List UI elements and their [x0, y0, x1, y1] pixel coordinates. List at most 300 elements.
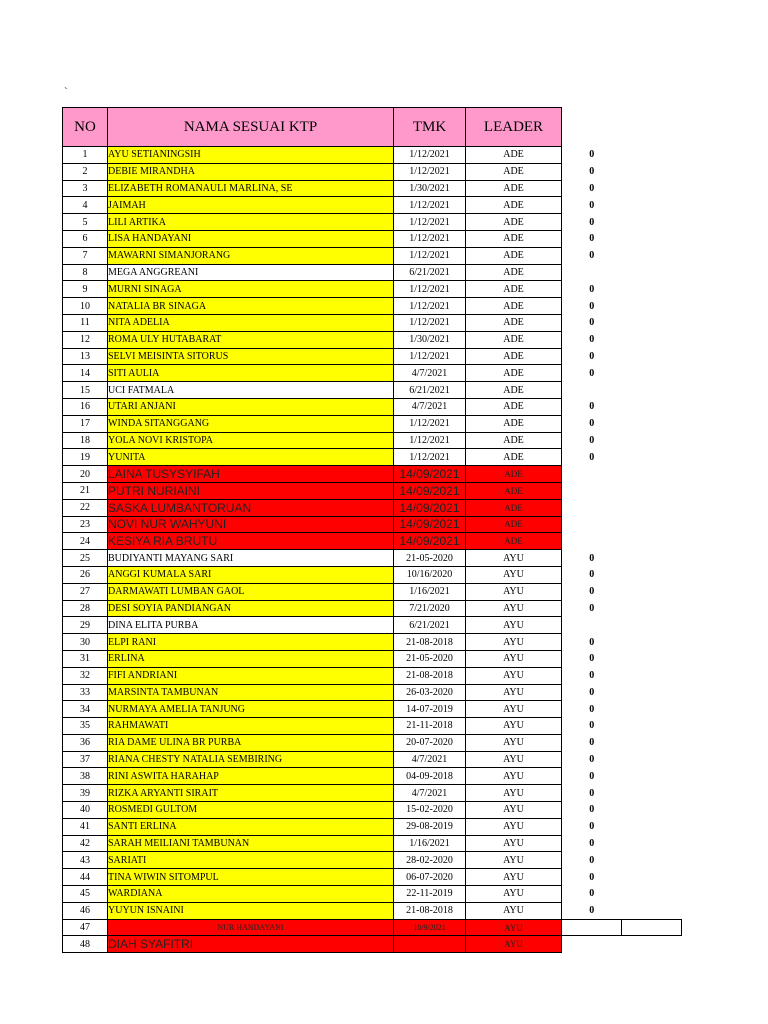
row-number: 18 [63, 432, 108, 449]
row-blank-cell [622, 466, 682, 483]
row-number: 23 [63, 516, 108, 533]
row-number: 10 [63, 298, 108, 315]
row-tmk: 06-07-2020 [394, 869, 466, 886]
row-tmk: 10/16/2020 [394, 566, 466, 583]
row-leader: AYU [466, 684, 562, 701]
row-extra-value: 0 [589, 888, 595, 900]
row-leader: ADE [466, 415, 562, 432]
row-leader: AYU [466, 600, 562, 617]
table-row [63, 466, 682, 483]
row-extra-value: 0 [589, 233, 595, 245]
row-leader: ADE [466, 197, 562, 214]
row-blank-cell [622, 835, 682, 852]
row-number: 20 [63, 466, 108, 483]
row-leader: ADE [466, 466, 562, 483]
row-tmk: 20-07-2020 [394, 734, 466, 751]
row-name: FIFI ANDRIANI [108, 667, 394, 684]
row-extra-value: 0 [589, 216, 595, 228]
row-tmk: 10/9/2021 [394, 919, 466, 936]
row-extra-value: 0 [589, 636, 595, 648]
row-leader: ADE [466, 449, 562, 466]
row-blank-cell [622, 650, 682, 667]
table-row [63, 701, 682, 718]
row-name: SELVI MEISINTA SITORUS [108, 348, 394, 365]
header-tmk: TMK [394, 108, 466, 147]
row-blank-cell [622, 583, 682, 600]
row-name: LISA HANDAYANI [108, 230, 394, 247]
row-blank-cell [622, 718, 682, 735]
row-tmk: 29-08-2019 [394, 818, 466, 835]
row-name: ELIZABETH ROMANAULI MARLINA, SE [108, 180, 394, 197]
row-leader: ADE [466, 163, 562, 180]
row-number: 38 [63, 768, 108, 785]
row-blank-cell [622, 382, 682, 399]
row-tmk: 1/12/2021 [394, 230, 466, 247]
row-extra-value: 0 [589, 451, 595, 463]
row-extra-value: 0 [589, 350, 595, 362]
row-name: ERLINA [108, 650, 394, 667]
row-leader: AYU [466, 718, 562, 735]
row-name: DARMAWATI LUMBAN GAOL [108, 583, 394, 600]
row-blank-cell [622, 499, 682, 516]
row-blank-cell [622, 701, 682, 718]
table-row [63, 147, 682, 164]
row-tmk: 28-02-2020 [394, 852, 466, 869]
table-row [63, 617, 682, 634]
row-number: 29 [63, 617, 108, 634]
table-row [63, 818, 682, 835]
row-name: RIA DAME ULINA BR PURBA [108, 734, 394, 751]
table-row [63, 214, 682, 231]
row-name: NURMAYA AMELIA TANJUNG [108, 701, 394, 718]
row-tmk: 1/16/2021 [394, 583, 466, 600]
row-tmk: 1/12/2021 [394, 214, 466, 231]
row-name: UTARI ANJANI [108, 398, 394, 415]
row-tmk: 6/21/2021 [394, 617, 466, 634]
row-number: 1 [63, 147, 108, 164]
row-extra-value: 0 [589, 804, 595, 816]
row-number: 26 [63, 566, 108, 583]
row-leader: ADE [466, 432, 562, 449]
row-blank-cell [622, 365, 682, 382]
row-number: 40 [63, 802, 108, 819]
row-name: SARAH MEILIANI TAMBUNAN [108, 835, 394, 852]
row-leader: AYU [466, 902, 562, 919]
row-name: SARIATI [108, 852, 394, 869]
row-leader: AYU [466, 936, 562, 953]
row-blank-cell [622, 566, 682, 583]
row-name: MEGA ANGGREANI [108, 264, 394, 281]
table-row [63, 936, 682, 953]
row-name: SITI AULIA [108, 365, 394, 382]
row-number: 2 [63, 163, 108, 180]
row-blank-cell [622, 852, 682, 869]
table-row [63, 785, 682, 802]
row-leader: AYU [466, 701, 562, 718]
table-row [63, 180, 682, 197]
row-blank-cell [622, 600, 682, 617]
row-tmk: 4/7/2021 [394, 365, 466, 382]
row-blank-cell [622, 314, 682, 331]
row-extra-value [562, 516, 622, 533]
row-blank-cell [622, 180, 682, 197]
table-row [63, 449, 682, 466]
row-number: 9 [63, 281, 108, 298]
table-row [63, 331, 682, 348]
row-leader: ADE [466, 533, 562, 550]
table-row [63, 852, 682, 869]
row-number: 22 [63, 499, 108, 516]
row-name: SASKA LUMBANTORUAN [108, 499, 394, 516]
table-row [63, 566, 682, 583]
row-blank-cell [622, 533, 682, 550]
table-row [63, 365, 682, 382]
table-row [63, 802, 682, 819]
row-tmk: 1/12/2021 [394, 314, 466, 331]
row-number: 21 [63, 482, 108, 499]
row-blank-cell [622, 197, 682, 214]
row-name: UCI FATMALA [108, 382, 394, 399]
row-leader: AYU [466, 919, 562, 936]
row-leader: ADE [466, 214, 562, 231]
table-row [63, 650, 682, 667]
row-leader: ADE [466, 382, 562, 399]
row-leader: AYU [466, 751, 562, 768]
row-number: 8 [63, 264, 108, 281]
row-name: MURNI SINAGA [108, 281, 394, 298]
row-extra-value [562, 919, 622, 936]
table-row [63, 583, 682, 600]
row-number: 6 [63, 230, 108, 247]
table-row [63, 382, 682, 399]
row-extra-value [562, 482, 622, 499]
table-row [63, 886, 682, 903]
row-number: 24 [63, 533, 108, 550]
table-row [63, 482, 682, 499]
row-blank-cell [622, 247, 682, 264]
row-number: 42 [63, 835, 108, 852]
row-tmk: 15-02-2020 [394, 802, 466, 819]
row-number: 34 [63, 701, 108, 718]
table-row [63, 163, 682, 180]
row-name: TINA WIWIN SITOMPUL [108, 869, 394, 886]
row-name: PUTRI NURIAINI [108, 482, 394, 499]
row-name: DINA ELITA PURBA [108, 617, 394, 634]
row-leader: ADE [466, 147, 562, 164]
header-row [63, 108, 682, 147]
row-blank-cell [622, 869, 682, 886]
row-tmk: 14/09/2021 [394, 466, 466, 483]
row-name: NATALIA BR SINAGA [108, 298, 394, 315]
row-tmk: 22-11-2019 [394, 886, 466, 903]
row-name: DEBIE MIRANDHA [108, 163, 394, 180]
row-tmk: 1/12/2021 [394, 348, 466, 365]
row-leader: AYU [466, 550, 562, 567]
row-tmk: 1/12/2021 [394, 415, 466, 432]
row-name: SANTI ERLINA [108, 818, 394, 835]
row-number: 14 [63, 365, 108, 382]
row-tmk: 14/09/2021 [394, 533, 466, 550]
table-row [63, 751, 682, 768]
header-name: NAMA SESUAI KTP [108, 108, 394, 147]
table-row [63, 902, 682, 919]
row-name: NOVI NUR WAHYUNI [108, 516, 394, 533]
row-tmk: 1/30/2021 [394, 331, 466, 348]
row-leader: AYU [466, 802, 562, 819]
row-tmk: 6/21/2021 [394, 264, 466, 281]
row-blank-cell [622, 818, 682, 835]
row-blank-cell [622, 432, 682, 449]
row-leader: AYU [466, 583, 562, 600]
row-leader: ADE [466, 230, 562, 247]
row-blank-cell [622, 331, 682, 348]
row-name: WARDIANA [108, 886, 394, 903]
row-name: ROSMEDI GULTOM [108, 802, 394, 819]
row-number: 36 [63, 734, 108, 751]
row-name: RINI ASWITA HARAHAP [108, 768, 394, 785]
row-leader: ADE [466, 180, 562, 197]
table-row [63, 398, 682, 415]
row-leader: ADE [466, 281, 562, 298]
row-extra-value: 0 [589, 686, 595, 698]
row-number: 43 [63, 852, 108, 869]
row-blank-cell [622, 449, 682, 466]
row-number: 16 [63, 398, 108, 415]
row-name: NITA ADELIA [108, 314, 394, 331]
row-name: NUR HANDAYANI [108, 919, 394, 936]
table-row [63, 298, 682, 315]
row-leader: ADE [466, 348, 562, 365]
row-extra-value: 0 [589, 300, 595, 312]
row-extra-value: 0 [589, 821, 595, 833]
row-leader: ADE [466, 264, 562, 281]
row-blank-cell [622, 667, 682, 684]
row-leader: ADE [466, 298, 562, 315]
table-row [63, 667, 682, 684]
row-blank-cell [622, 768, 682, 785]
row-name: MARSINTA TAMBUNAN [108, 684, 394, 701]
row-extra-value: 0 [589, 838, 595, 850]
row-number: 46 [63, 902, 108, 919]
row-extra-value [562, 264, 622, 281]
row-number: 28 [63, 600, 108, 617]
row-blank-cell [622, 147, 682, 164]
row-tmk: 21-08-2018 [394, 902, 466, 919]
row-leader: ADE [466, 398, 562, 415]
row-number: 3 [63, 180, 108, 197]
row-extra-value: 0 [589, 552, 595, 564]
row-extra-value: 0 [589, 182, 595, 194]
row-blank-cell [622, 348, 682, 365]
row-leader: AYU [466, 667, 562, 684]
row-extra-value: 0 [589, 854, 595, 866]
row-extra-value [562, 499, 622, 516]
row-blank-cell [622, 264, 682, 281]
row-number: 41 [63, 818, 108, 835]
row-number: 11 [63, 314, 108, 331]
table-row [63, 264, 682, 281]
row-tmk: 1/12/2021 [394, 247, 466, 264]
row-extra-value: 0 [589, 737, 595, 749]
row-leader: ADE [466, 247, 562, 264]
table-row [63, 348, 682, 365]
row-name: ROMA ULY HUTABARAT [108, 331, 394, 348]
row-number: 39 [63, 785, 108, 802]
table-row [63, 919, 682, 936]
row-blank-cell [622, 482, 682, 499]
row-name: WINDA SITANGGANG [108, 415, 394, 432]
row-number: 32 [63, 667, 108, 684]
row-blank-cell [622, 516, 682, 533]
table-row [63, 600, 682, 617]
row-extra-value: 0 [589, 250, 595, 262]
table-row [63, 281, 682, 298]
row-blank-cell [622, 398, 682, 415]
row-name: RIANA CHESTY NATALIA SEMBIRING [108, 751, 394, 768]
row-leader: ADE [466, 365, 562, 382]
row-tmk: 21-05-2020 [394, 550, 466, 567]
table-row [63, 768, 682, 785]
table-row [63, 415, 682, 432]
row-name: ANGGI KUMALA SARI [108, 566, 394, 583]
row-tmk: 1/12/2021 [394, 281, 466, 298]
row-extra-value: 0 [589, 401, 595, 413]
row-tmk: 26-03-2020 [394, 684, 466, 701]
row-name: ELPI RANI [108, 634, 394, 651]
row-extra-value: 0 [589, 149, 595, 161]
row-extra-value: 0 [589, 334, 595, 346]
row-number: 13 [63, 348, 108, 365]
row-name: JAIMAH [108, 197, 394, 214]
row-tmk: 21-11-2018 [394, 718, 466, 735]
row-tmk: 21-08-2018 [394, 634, 466, 651]
row-extra-value: 0 [589, 317, 595, 329]
table-row [63, 197, 682, 214]
stray-mark: ` [64, 86, 68, 98]
row-leader: AYU [466, 785, 562, 802]
row-blank-cell [622, 550, 682, 567]
row-number: 12 [63, 331, 108, 348]
row-leader: AYU [466, 818, 562, 835]
header-no: NO [63, 108, 108, 147]
row-leader: AYU [466, 768, 562, 785]
row-tmk: 6/21/2021 [394, 382, 466, 399]
row-blank-cell [622, 902, 682, 919]
row-blank-cell [622, 785, 682, 802]
row-name: BUDIYANTI MAYANG SARI [108, 550, 394, 567]
row-extra-value: 0 [589, 770, 595, 782]
row-leader: AYU [466, 734, 562, 751]
row-extra-value: 0 [589, 418, 595, 430]
table-row [63, 835, 682, 852]
table-row [63, 550, 682, 567]
row-leader: ADE [466, 331, 562, 348]
row-extra-value [562, 936, 622, 953]
row-blank-cell [622, 214, 682, 231]
row-extra-value: 0 [589, 653, 595, 665]
row-number: 30 [63, 634, 108, 651]
row-blank-cell [622, 684, 682, 701]
row-leader: AYU [466, 650, 562, 667]
row-blank-cell [622, 936, 682, 953]
row-extra-value: 0 [589, 283, 595, 295]
row-tmk: 14/09/2021 [394, 499, 466, 516]
row-number: 44 [63, 869, 108, 886]
row-extra-value: 0 [589, 367, 595, 379]
row-name: KESIYA RIA BRUTU [108, 533, 394, 550]
row-blank-cell [622, 919, 682, 936]
row-blank-cell [622, 751, 682, 768]
table-row [63, 499, 682, 516]
table-row [63, 230, 682, 247]
row-number: 37 [63, 751, 108, 768]
row-extra-value: 0 [589, 569, 595, 581]
row-tmk: 7/21/2020 [394, 600, 466, 617]
row-tmk: 1/16/2021 [394, 835, 466, 852]
row-name: LILI ARTIKA [108, 214, 394, 231]
row-blank-cell [622, 281, 682, 298]
row-tmk: 1/12/2021 [394, 147, 466, 164]
table-row [63, 869, 682, 886]
row-number: 7 [63, 247, 108, 264]
row-leader: AYU [466, 566, 562, 583]
row-tmk: 14/09/2021 [394, 482, 466, 499]
table-row [63, 533, 682, 550]
row-extra-value: 0 [589, 199, 595, 211]
row-blank-cell [622, 163, 682, 180]
row-extra-value [562, 466, 622, 483]
row-number: 31 [63, 650, 108, 667]
table-row [63, 634, 682, 651]
row-extra-value: 0 [589, 434, 595, 446]
row-extra-value: 0 [589, 787, 595, 799]
row-leader: ADE [466, 314, 562, 331]
header-leader: LEADER [466, 108, 562, 147]
row-extra-value: 0 [589, 905, 595, 916]
row-leader: ADE [466, 482, 562, 499]
row-number: 47 [63, 919, 108, 936]
row-extra-value: 0 [589, 754, 595, 766]
row-extra-value [562, 382, 622, 399]
row-name: RAHMAWATI [108, 718, 394, 735]
row-tmk: 4/7/2021 [394, 751, 466, 768]
table-row [63, 247, 682, 264]
row-number: 4 [63, 197, 108, 214]
row-name: MAWARNI SIMANJORANG [108, 247, 394, 264]
table-row [63, 718, 682, 735]
row-extra-value: 0 [589, 703, 595, 715]
row-tmk [394, 936, 466, 953]
row-tmk: 21-05-2020 [394, 650, 466, 667]
row-extra-value: 0 [589, 871, 595, 883]
row-blank-cell [622, 802, 682, 819]
table-row [63, 734, 682, 751]
row-tmk: 1/12/2021 [394, 163, 466, 180]
row-name: LAINA TUSYSYIFAH [108, 466, 394, 483]
row-tmk: 04-09-2018 [394, 768, 466, 785]
row-extra-value: 0 [589, 602, 595, 614]
row-leader: ADE [466, 499, 562, 516]
row-name: YUNITA [108, 449, 394, 466]
row-tmk: 21-08-2018 [394, 667, 466, 684]
row-name: RIZKA ARYANTI SIRAIT [108, 785, 394, 802]
row-tmk: 1/30/2021 [394, 180, 466, 197]
row-tmk: 4/7/2021 [394, 398, 466, 415]
row-tmk: 14/09/2021 [394, 516, 466, 533]
row-number: 19 [63, 449, 108, 466]
row-number: 27 [63, 583, 108, 600]
row-name: YUYUN ISNAINI [108, 902, 394, 919]
